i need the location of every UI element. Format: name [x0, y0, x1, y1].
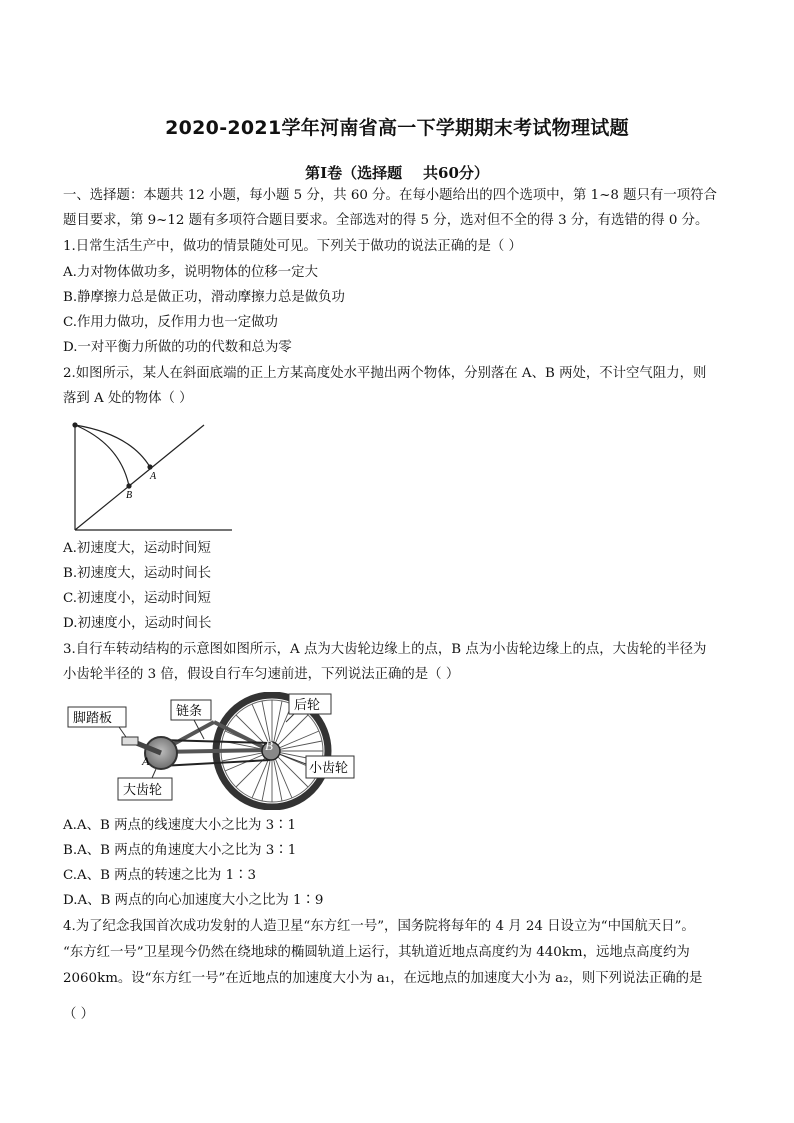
q3-stem-line-2: 小齿轮半径的 3 倍，假设自行车匀速前进，下列说法正确的是（ ）: [63, 667, 460, 682]
q3-option-c: C.A、B 两点的转速之比为 1∶3: [63, 868, 256, 883]
q2-stem-line-1: 2.如图所示，某人在斜面底端的正上方某高度处水平抛出两个物体，分别落在 A、B 两处，不计空气阻力，则: [63, 366, 707, 381]
label-chain: 链条: [176, 704, 203, 719]
launch-point: [72, 422, 77, 427]
label-big-gear: 大齿轮: [123, 783, 163, 798]
q4-stem-line-1: 4.为了纪念我国首次成功发射的人造卫星“东方红一号”，国务院将每年的 4 月 24 日设立为“中国航天日”。: [63, 919, 695, 934]
q4-stem-line-2: “东方红一号”卫星现今仍然在绕地球的椭圆轨道上运行，其轨道近地点高度约为 440km，远地点高度约为: [63, 945, 690, 960]
q4-stem-line-4: （ ）: [63, 1007, 95, 1022]
q4-stem-line-3: 2060km。设“东方红一号”在近地点的加速度大小为 a₁，在远地点的加速度大小为 a₂，则下列说法正确的是: [63, 971, 703, 986]
q2-option-d: D.初速度小，运动时间长: [63, 616, 212, 631]
q3-option-d: D.A、B 两点的向心加速度大小之比为 1∶9: [63, 893, 324, 908]
q1-option-c: C.作用力做功，反作用力也一定做功: [63, 315, 278, 330]
label-rear-wheel: 后轮: [294, 698, 321, 713]
q1-option-b: B.静摩擦力总是做正功，滑动摩擦力总是做负功: [63, 290, 345, 305]
q2-option-c: C.初速度小，运动时间短: [63, 591, 211, 606]
instructions-line-2: 题目要求，第 9~12 题有多项符合题目要求。全部选对的得 5 分，选对但不全的得 3 分，有选错的得 0 分。: [63, 213, 709, 228]
q2-option-b: B.初速度大，运动时间长: [63, 566, 212, 581]
slope-line: [75, 425, 204, 530]
q1-option-d: D.一对平衡力所做的功的代数和总为零: [63, 340, 292, 355]
label-b: B: [126, 490, 133, 501]
page-title: 2020-2021学年河南省高一下学期期末考试物理试题: [165, 117, 629, 139]
q2-stem-line-2: 落到 A 处的物体（ ）: [63, 391, 193, 406]
instructions-line-1: 一、选择题：本题共 12 小题，每小题 5 分，共 60 分。在每小题给出的四个选项中，第 1~8 题只有一项符合: [63, 188, 717, 203]
trajectory-to-b: [75, 425, 129, 486]
projectile-slope-diagram: [64, 418, 239, 533]
label-b: B: [265, 738, 273, 753]
trajectory-to-a: [75, 425, 150, 467]
pedal: [122, 737, 138, 745]
label-pedal: 脚踏板: [73, 711, 113, 726]
label-a: A: [150, 471, 157, 482]
point-a: [147, 464, 152, 469]
q3-stem-line-1: 3.自行车转动结构的示意图如图所示，A 点为大齿轮边缘上的点，B 点为小齿轮边缘上的点，大齿轮的半径为: [63, 642, 707, 657]
section-heading: 第Ⅰ卷（选择题 共60分）: [305, 164, 489, 182]
q3-option-b: B.A、B 两点的角速度大小之比为 3∶1: [63, 843, 297, 858]
q2-option-a: A.初速度大，运动时间短: [63, 541, 211, 556]
point-b: [126, 483, 131, 488]
q3-option-a: A.A、B 两点的线速度大小之比为 3∶1: [63, 818, 297, 833]
label-small-gear: 小齿轮: [309, 761, 349, 776]
q1-stem: 1.日常生活生产中，做功的情景随处可见。下列关于做功的说法正确的是（ ）: [63, 239, 522, 254]
q1-option-a: A.力对物体做功多，说明物体的位移一定大: [63, 265, 318, 280]
label-a: A: [142, 754, 150, 768]
bicycle-transmission-diagram: [64, 692, 356, 810]
